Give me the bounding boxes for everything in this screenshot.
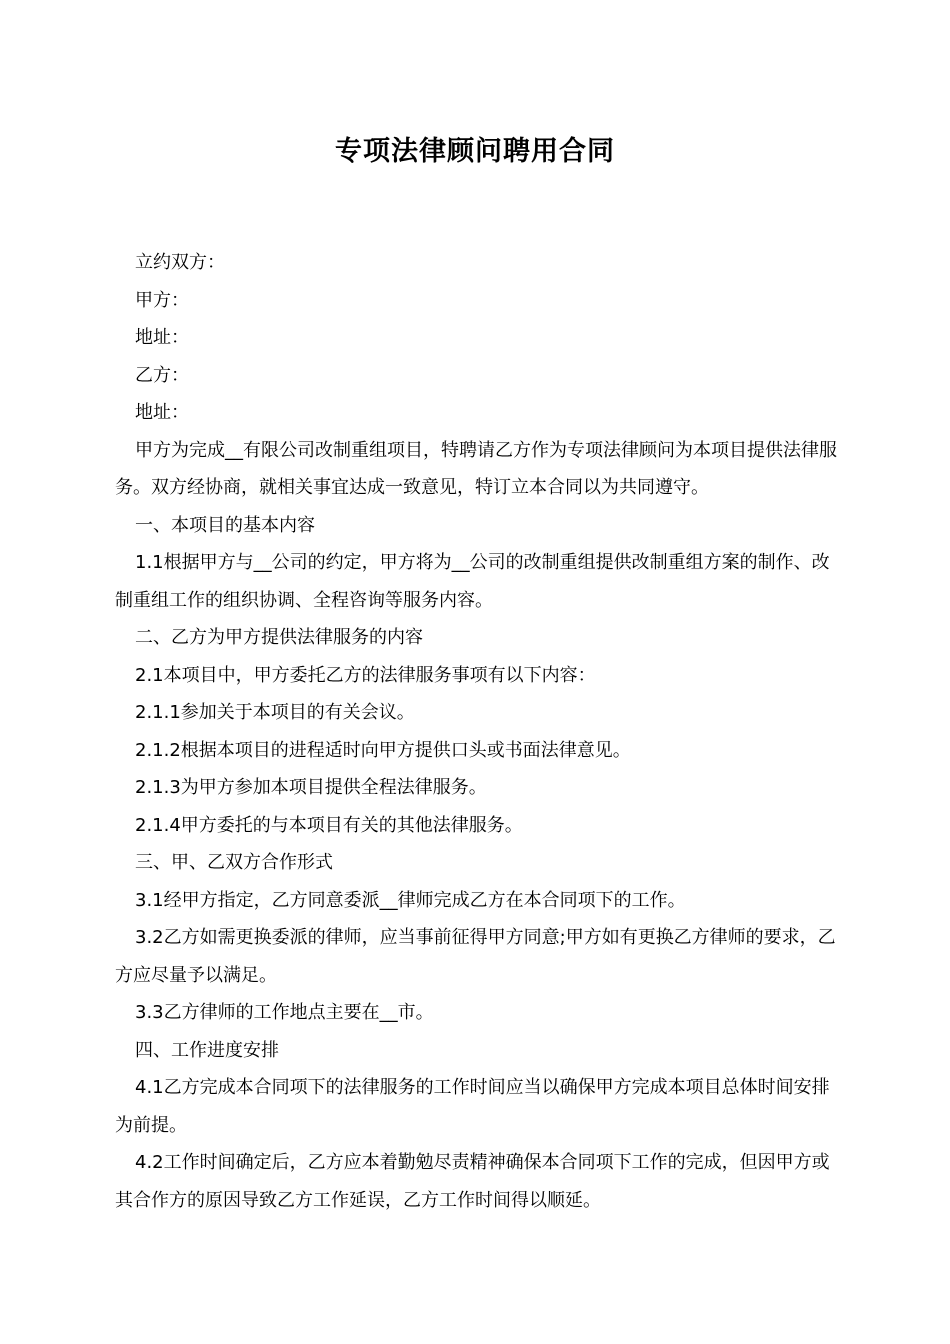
document-body (115, 244, 840, 1219)
paragraph-party-b-address: 地址： (135, 402, 189, 423)
clause-3-1: 3.1经甲方指定，乙方同意委派__律师完成乙方在本合同项下的工作。 (135, 889, 686, 911)
clause-2-1-2: 2.1.2根据本项目的进程适时向甲方提供口头或书面法律意见。 (135, 739, 631, 761)
clause-2-1: 2.1本项目中，甲方委托乙方的法律服务事项有以下内容： (135, 664, 596, 686)
clause-3-2: 3.2乙方如需更换委派的律师，应当事前征得甲方同意;甲方如有更换乙方律师的要求，乙方应尽量予以满足。 (115, 927, 836, 986)
paragraph-party-a: 甲方： (135, 289, 189, 311)
paragraph-party-a-address: 地址： (135, 327, 189, 348)
section-heading-2: 二、乙方为甲方提供法律服务的内容 (135, 627, 423, 648)
clause-4-1: 4.1乙方完成本合同项下的法律服务的工作时间应当以确保甲方完成本项目总体时间安排为前提。 (115, 1077, 830, 1136)
section-heading-3: 三、甲、乙双方合作形式 (135, 852, 333, 873)
clause-4-2: 4.2工作时间确定后，乙方应本着勤勉尽责精神确保本合同项下工作的完成，但因甲方或其合作方的原因导致乙方工作延误，乙方工作时间得以顺延。 (115, 1152, 830, 1211)
paragraph-preamble: 甲方为完成__有限公司改制重组项目，特聘请乙方作为专项法律顾问为本项目提供法律服务。双方经协商，就相关事宜达成一致意见，特订立本合同以为共同遵守。 (115, 439, 837, 498)
clause-2-1-4: 2.1.4甲方委托的与本项目有关的其他法律服务。 (135, 814, 523, 836)
document-title: 专项法律顾问聘用合同 (335, 136, 615, 167)
paragraph-parties-intro: 立约双方： (135, 252, 225, 273)
section-heading-4: 四、工作进度安排 (135, 1039, 279, 1061)
clause-1-1: 1.1根据甲方与__公司的约定，甲方将为__公司的改制重组提供改制重组方案的制作、改制重组工作的组织协调、全程咨询等服务内容。 (115, 552, 830, 611)
clause-2-1-3: 2.1.3为甲方参加本项目提供全程法律服务。 (135, 777, 487, 798)
clause-3-3: 3.3乙方律师的工作地点主要在__市。 (135, 1002, 434, 1023)
section-heading-1: 一、本项目的基本内容 (135, 514, 315, 536)
clause-2-1-1: 2.1.1参加关于本项目的有关会议。 (135, 702, 415, 723)
paragraph-party-b: 乙方： (135, 364, 189, 386)
